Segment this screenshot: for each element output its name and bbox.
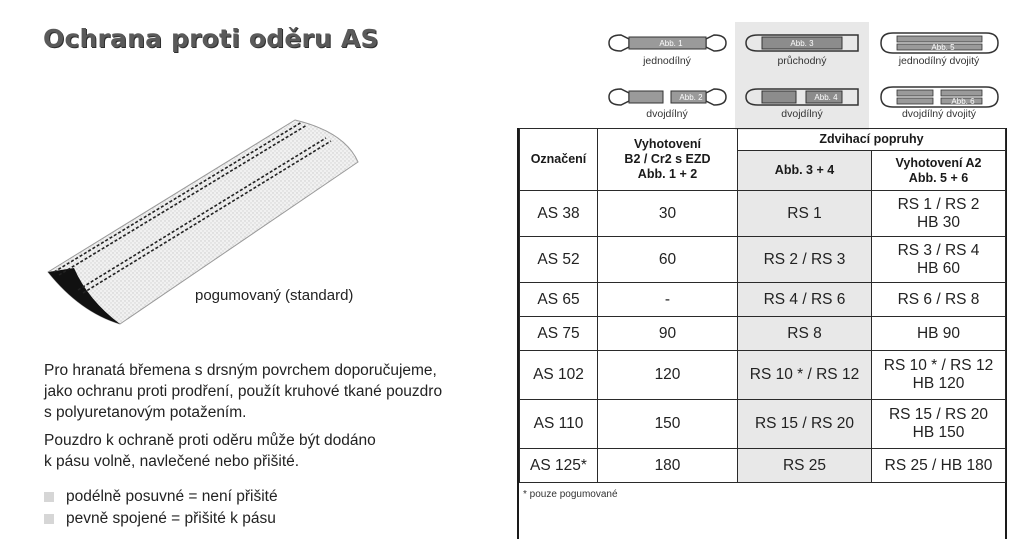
cell-a2-line: RS 25 / HB 180 (884, 456, 993, 474)
sling-abb-label: Abb. 5 (930, 43, 955, 52)
list-item: podélně posuvné = není přišité (44, 486, 278, 508)
cell-a2 (872, 237, 1006, 283)
table-row (520, 191, 1006, 237)
header-vyhotoveni-b2: Vyhotovení B2 / Cr2 s EZD Abb. 1 + 2 (598, 129, 738, 191)
cell-abb34: RS 1 (738, 191, 872, 237)
cell-b2: 150 (598, 400, 738, 449)
table-body (520, 191, 1006, 483)
cell-a2 (872, 351, 1006, 400)
cell-a2-line: HB 90 (916, 324, 961, 342)
cell-abb34: RS 4 / RS 6 (738, 283, 872, 317)
page-title: Ochrana proti oděru AS (43, 24, 379, 53)
sling-single-icon (605, 31, 730, 55)
table-footnote: * pouze pogumované (523, 489, 618, 500)
table-row (520, 351, 1006, 400)
cell-a2-line: RS 1 / RS 2 (897, 195, 980, 213)
cell-b2: 180 (598, 449, 738, 483)
description-paragraph-1: Pro hranatá břemena s drsným povrchem doporučujeme, jako ochranu proti prodření, použít kruhové tkané pouzdro s polyuretanovým potažením. (44, 362, 443, 421)
cell-b2: 90 (598, 317, 738, 351)
bullet-square-icon (44, 514, 54, 524)
cell-a2 (872, 191, 1006, 237)
sleeve-caption: pogumovaný (standard) (195, 287, 354, 304)
table-row (520, 237, 1006, 283)
sling-through-icon (740, 31, 865, 55)
header-vyhotoveni-a2: Vyhotovení A2 Abb. 5 + 6 (872, 151, 1006, 191)
cell-abb34: RS 15 / RS 20 (738, 400, 872, 449)
cell-oznaceni: AS 75 (520, 317, 598, 351)
table-row (520, 283, 1006, 317)
cell-a2-line: RS 15 / RS 20 (888, 406, 989, 423)
cell-b2: 30 (598, 191, 738, 237)
sling-abb-label: Abb. 6 (950, 97, 975, 106)
bullet-list (44, 486, 278, 530)
table-row (520, 449, 1006, 483)
sling-abb-label: Abb. 4 (813, 93, 838, 102)
list-item: pevně spojené = přišité k pásu (44, 508, 278, 530)
cell-abb34: RS 25 (738, 449, 872, 483)
sling-diagram-abb5: Abb. 5 jednodílný dvojitý (872, 31, 1006, 67)
cell-abb34: RS 2 / RS 3 (738, 237, 872, 283)
description-paragraph-2: Pouzdro k ochraně proti oděru může být dodáno k pásu volně, navlečené nebo přišité. (44, 432, 376, 470)
cell-oznaceni: AS 65 (520, 283, 598, 317)
sling-two-part-double-icon (877, 86, 1002, 108)
cell-b2: 60 (598, 237, 738, 283)
table-row (520, 317, 1006, 351)
sling-diagram-abb6: Abb. 6 dvojdílný dvojitý (872, 86, 1006, 120)
cell-a2-line: HB 60 (916, 259, 961, 277)
cell-b2: - (598, 283, 738, 317)
cell-a2 (872, 449, 1006, 483)
cell-a2 (872, 317, 1006, 351)
sling-abb-label: Abb. 3 (789, 39, 814, 48)
cell-oznaceni: AS 38 (520, 191, 598, 237)
sling-abb-label: Abb. 1 (658, 39, 683, 48)
cell-abb34: RS 8 (738, 317, 872, 351)
sling-double-icon (877, 31, 1002, 55)
cell-a2-line: HB 150 (912, 424, 965, 441)
sling-diagram-abb3: Abb. 3 průchodný (735, 31, 869, 67)
cell-oznaceni: AS 110 (520, 400, 598, 449)
cell-a2-line: HB 30 (916, 213, 961, 231)
cell-a2-line: RS 10 * / RS 12 (883, 357, 994, 374)
cell-a2-line: RS 3 / RS 4 (897, 241, 980, 259)
header-zdvihaci-popruhy: Zdvihací popruhy (738, 129, 1006, 151)
table-row (520, 400, 1006, 449)
sling-diagram-abb2: Abb. 2 dvojdílný (600, 86, 734, 120)
sling-diagram-abb1: Abb. 1 jednodílný (600, 31, 734, 67)
cell-a2 (872, 400, 1006, 449)
bullet-square-icon (44, 492, 54, 502)
cell-a2 (872, 283, 1006, 317)
cell-b2: 120 (598, 351, 738, 400)
sleeve-size-table (517, 128, 1007, 539)
sling-diagram-abb4: Abb. 4 dvojdílný (735, 86, 869, 120)
sling-two-part-icon (605, 86, 730, 108)
sling-abb-label: Abb. 2 (678, 93, 703, 102)
cell-oznaceni: AS 125* (520, 449, 598, 483)
header-abb-3-4: Abb. 3 + 4 (738, 151, 872, 191)
header-oznaceni: Označení (520, 129, 598, 191)
cell-oznaceni: AS 52 (520, 237, 598, 283)
sling-two-part-through-icon (740, 86, 865, 108)
cell-abb34: RS 10 * / RS 12 (738, 351, 872, 400)
cell-oznaceni: AS 102 (520, 351, 598, 400)
cell-a2-line: RS 6 / RS 8 (897, 290, 980, 308)
cell-a2-line: HB 120 (912, 375, 965, 392)
